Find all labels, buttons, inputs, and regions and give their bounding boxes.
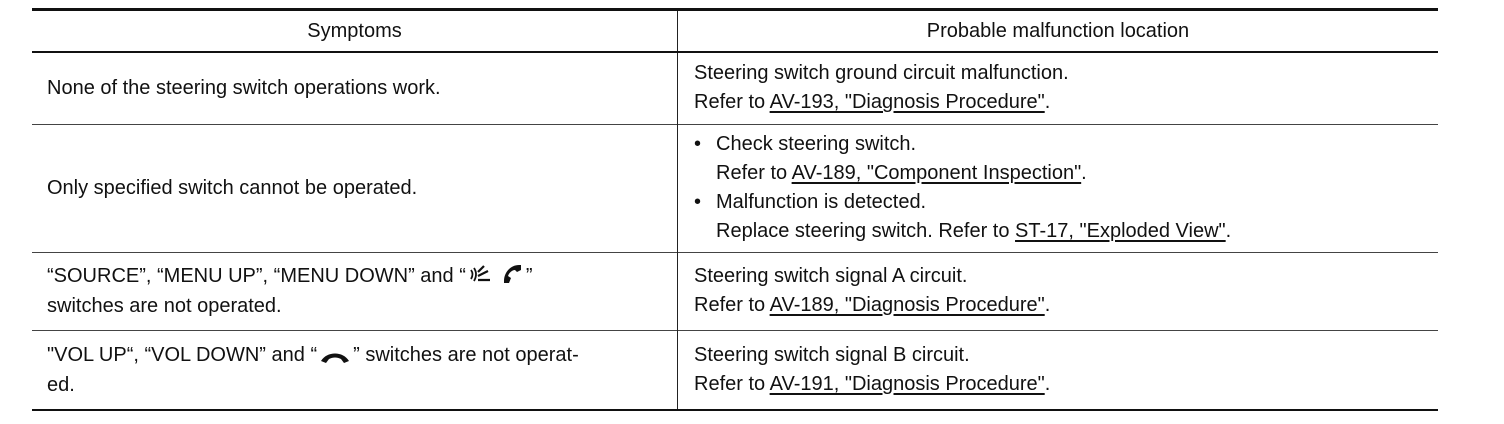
refer-text: Refer to: [694, 91, 770, 114]
table-row: [32, 252, 1438, 330]
phone-hangup-icon: [319, 349, 351, 365]
table-row: [32, 52, 1438, 124]
symptom-text: "VOL UP“, “VOL DOWN” and “: [47, 343, 318, 366]
refer-text: Refer to: [694, 372, 770, 395]
symptom-text: ed.: [47, 373, 75, 396]
bullet-item: • Check steering switch.: [694, 130, 1438, 159]
refer-line: [694, 291, 1438, 320]
symptom-text: “SOURCE”, “MENU UP”, “MENU DOWN” and “: [47, 265, 466, 287]
header-symptoms: Symptoms: [307, 19, 402, 42]
symptom-cell: [32, 252, 678, 330]
location-cell: [678, 252, 1439, 330]
phone-pickup-icon: [500, 262, 524, 286]
symptom-line: [47, 340, 677, 370]
table-header-row: [32, 10, 1438, 53]
voice-command-icon: [468, 262, 496, 286]
refer-text: Refer to: [716, 162, 792, 184]
symptom-line: [47, 261, 677, 291]
refer-line: [694, 159, 1438, 188]
period: .: [1225, 220, 1232, 242]
location-text: Steering switch signal A circuit.: [694, 265, 968, 287]
refer-line: [694, 370, 1438, 399]
period: .: [1044, 372, 1051, 395]
refer-line: [694, 88, 1438, 117]
refer-line: [694, 217, 1438, 246]
location-text: Steering switch signal B circuit.: [694, 343, 970, 366]
location-text: Steering switch ground circuit malfunction.: [694, 62, 1069, 85]
symptom-cell: [32, 52, 678, 124]
refer-text: Replace steering switch. Refer to: [716, 220, 1016, 242]
reference-link[interactable]: ST-17, "Exploded View": [1015, 220, 1226, 242]
symptom-text: Only specified switch cannot be operated.: [47, 177, 418, 199]
table-row: [32, 124, 1438, 252]
header-location: Probable malfunction location: [678, 10, 1439, 53]
table-row: [32, 330, 1438, 410]
location-cell: [678, 330, 1439, 410]
location-cell: [678, 124, 1439, 252]
period: .: [1044, 294, 1051, 316]
refer-text: Refer to: [694, 294, 770, 316]
symptom-text: ” switches are not operat-: [353, 343, 579, 366]
symptom-table: [32, 8, 1438, 411]
period: .: [1044, 91, 1051, 114]
reference-link[interactable]: AV-189, "Diagnosis Procedure": [769, 294, 1045, 316]
bullet-item: • Malfunction is detected.: [694, 188, 1438, 217]
symptom-text: None of the steering switch operations work.: [47, 77, 441, 100]
period: .: [1081, 162, 1087, 184]
symptom-cell: [32, 124, 678, 252]
symptom-text: switches are not operated.: [47, 295, 282, 317]
reference-link[interactable]: AV-189, "Component Inspection": [791, 162, 1082, 184]
symptom-cell: [32, 330, 678, 410]
symptom-text: ”: [525, 265, 533, 287]
location-cell: [678, 52, 1439, 124]
reference-link[interactable]: AV-193, "Diagnosis Procedure": [769, 91, 1045, 114]
reference-link[interactable]: AV-191, "Diagnosis Procedure": [769, 372, 1045, 395]
